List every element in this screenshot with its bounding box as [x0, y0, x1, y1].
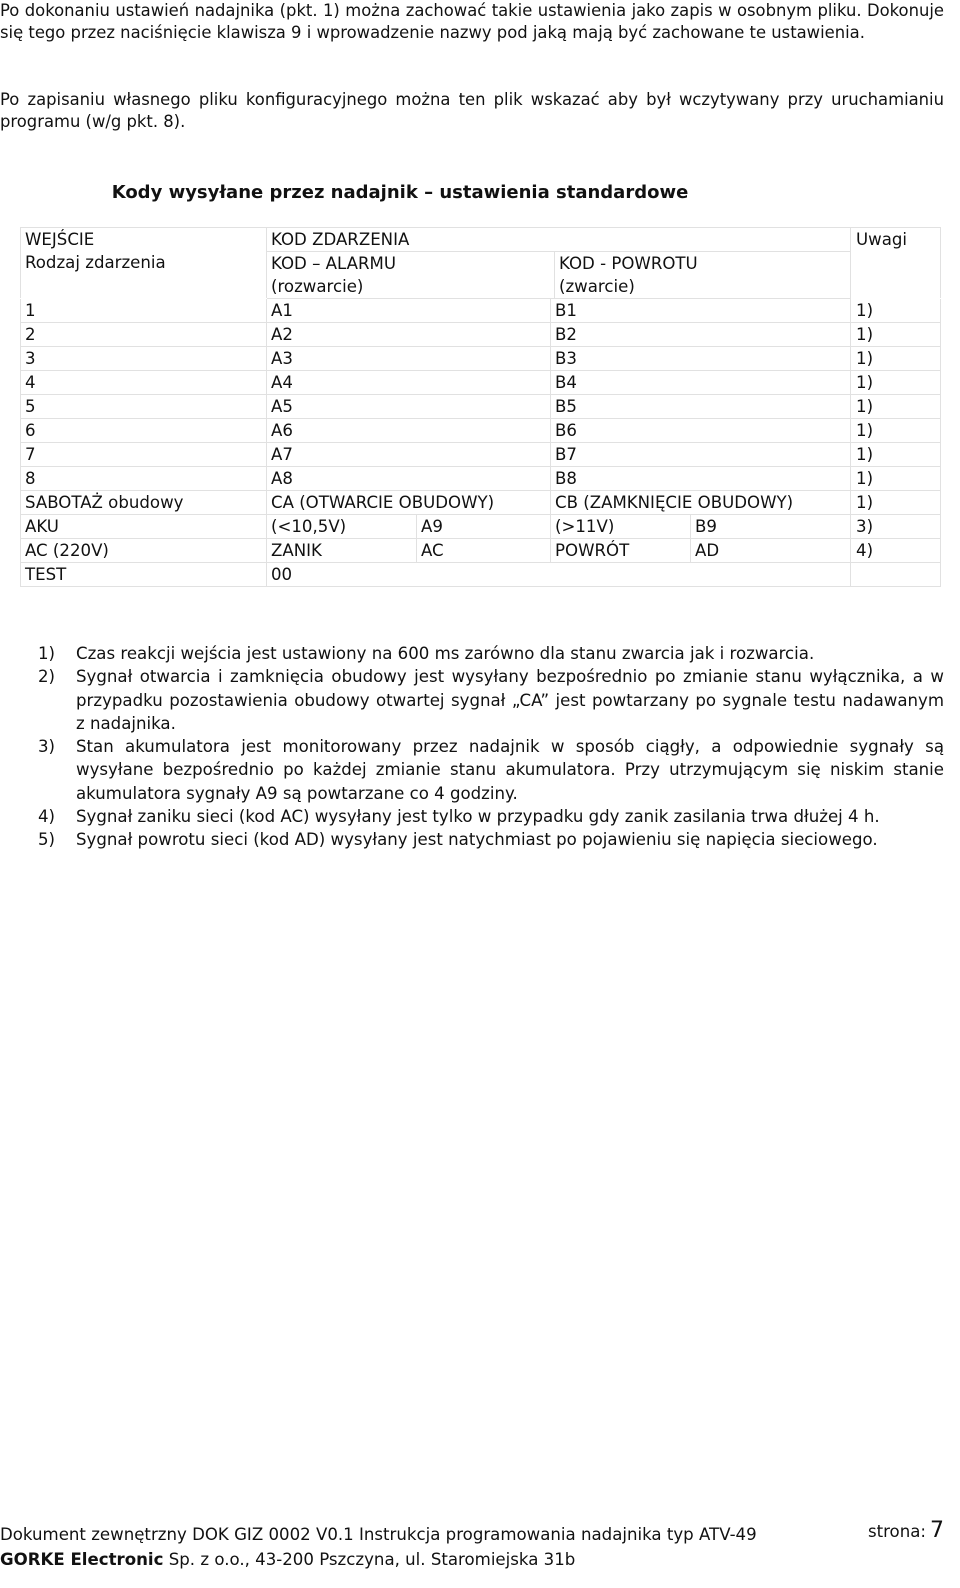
- note-number: 4): [38, 807, 56, 827]
- note-number: 1): [38, 644, 56, 663]
- list-item: [38, 828, 944, 851]
- section-heading: Kody wysyłane przez nadajnik – ustawienia standardowe: [111, 182, 689, 203]
- cell-wejscie: 6: [21, 419, 267, 443]
- footer-document-line: [0, 1518, 944, 1546]
- header-kod-zdarzenia: [267, 228, 851, 299]
- page-number-block: [868, 1520, 944, 1543]
- cell-alarm: A8: [267, 467, 551, 491]
- cell-wejscie: 8: [21, 467, 267, 491]
- notes-list: [38, 642, 944, 852]
- cell-powrot: B6: [551, 419, 851, 443]
- cell-alarm: 00: [267, 563, 851, 587]
- cell-alarm-opis: ZANIK: [267, 539, 417, 563]
- note-number: 3): [38, 737, 56, 757]
- list-item: [38, 735, 944, 805]
- cell-wejscie: 4: [21, 371, 267, 395]
- page-number: 7: [930, 1518, 944, 1543]
- table-row: [21, 467, 941, 491]
- footer-company-name: GORKE Electronic: [0, 1550, 164, 1569]
- cell-alarm: A2: [267, 323, 551, 347]
- cell-wejscie: 5: [21, 395, 267, 419]
- table-header-row: [21, 228, 941, 299]
- cell-alarm: A3: [267, 347, 551, 371]
- footer-document-text: Dokument zewnętrzny DOK GIZ 0002 V0.1 Instrukcja programowania nadajnika typ ATV-49: [0, 1525, 757, 1544]
- cell-powrot: B7: [551, 443, 851, 467]
- cell-alarm: A5: [267, 395, 551, 419]
- cell-alarm: A7: [267, 443, 551, 467]
- codes-table: [20, 227, 941, 587]
- cell-powrot: CB (ZAMKNIĘCIE OBUDOWY): [551, 491, 851, 515]
- cell-powrot: B4: [551, 371, 851, 395]
- table-row: [21, 395, 941, 419]
- cell-powrot-opis: (>11V): [551, 515, 691, 539]
- cell-uwagi: 1): [851, 347, 941, 371]
- cell-wejscie: 1: [21, 299, 267, 323]
- table-row: [21, 443, 941, 467]
- table-row: [21, 323, 941, 347]
- cell-powrot: B3: [551, 347, 851, 371]
- table-row: [21, 347, 941, 371]
- note-number: 2): [38, 667, 56, 687]
- table-row-ac: [21, 539, 941, 563]
- header-kod-powrotu: [555, 252, 698, 298]
- cell-wejscie: 7: [21, 443, 267, 467]
- note-text: Czas reakcji wejścia jest ustawiony na 600 ms zarówno dla stanu zwarcia jak i rozwarcia.: [76, 644, 815, 663]
- footer-address: Sp. z o.o., 43-200 Pszczyna, ul. Staromiejska 31b: [163, 1550, 576, 1569]
- cell-uwagi: 1): [851, 323, 941, 347]
- cell-alarm: CA (OTWARCIE OBUDOWY): [267, 491, 551, 515]
- note-text: Stan akumulatora jest monitorowany przez nadajnik w sposób ciągły, a odpowiednie sygnały są wysyłane bezpośrednio po każdej zmianie stanu akumulatora. Przy utrzymującym się niskim stanie akumulatora sygnały A9 są powtarzane co 4 godziny.: [76, 737, 944, 803]
- note-number: 5): [38, 830, 56, 850]
- cell-alarm: A1: [267, 299, 551, 323]
- page-label: strona:: [867, 1522, 926, 1541]
- header-rodzaj-label: Rodzaj zdarzenia: [25, 253, 166, 272]
- header-kod-powrotu-label: KOD - POWROTU: [559, 254, 698, 273]
- cell-alarm: A6: [267, 419, 551, 443]
- table-row: [21, 371, 941, 395]
- table-row-test: [21, 563, 941, 587]
- intro-paragraph-2: Po zapisaniu własnego pliku konfiguracyjnego można ten plik wskazać aby był wczytywany przy uruchamianiu programu (w/g pkt. 8).: [0, 90, 944, 131]
- cell-powrot-opis: POWRÓT: [551, 539, 691, 563]
- cell-alarm-opis: (<10,5V): [267, 515, 417, 539]
- note-text: Sygnał powrotu sieci (kod AD) wysyłany jest natychmiast po pojawieniu się napięcia sieciowego.: [76, 830, 878, 850]
- header-wejscie-label: WEJŚCIE: [25, 230, 95, 249]
- cell-wejscie: AKU: [21, 515, 267, 539]
- header-wejscie: [21, 228, 267, 299]
- cell-powrot: B2: [551, 323, 851, 347]
- header-zwarcie-label: (zwarcie): [559, 277, 635, 296]
- note-text: Sygnał zaniku sieci (kod AC) wysyłany jest tylko w przypadku gdy zanik zasilania trwa dłużej 4 h.: [76, 807, 880, 827]
- header-kod-alarmu-label: KOD – ALARMU: [271, 254, 396, 273]
- note-text: Sygnał otwarcia i zamknięcia obudowy jest wysyłany bezpośrednio po zmianie stanu wyłącznika, a w przypadku pozostawienia obudowy otwartej sygnał „CA” jest powtarzany po sygnale testu nadawanym z nadajnika.: [76, 667, 944, 733]
- cell-uwagi: 1): [851, 419, 941, 443]
- cell-powrot: B1: [551, 299, 851, 323]
- cell-uwagi: 1): [851, 371, 941, 395]
- cell-uwagi: 1): [851, 491, 941, 515]
- cell-uwagi: 1): [851, 395, 941, 419]
- table-row-sabotaz: [21, 491, 941, 515]
- footer-company-line: [0, 1549, 944, 1571]
- table-row-aku: [21, 515, 941, 539]
- list-item: [38, 805, 944, 828]
- header-kod-zdarzenia-label: KOD ZDARZENIA: [267, 228, 850, 252]
- header-kod-alarmu: [267, 252, 555, 298]
- table-row: [21, 299, 941, 323]
- cell-alarm-kod: A9: [417, 515, 551, 539]
- intro-paragraph-1: Po dokonaniu ustawień nadajnika (pkt. 1) można zachować takie ustawienia jako zapis w osobnym pliku. Dokonuje się tego przez naciśnięcie klawisza 9 i wprowadzenie nazwy pod jaką mają być zachowane te ustawienia.: [0, 1, 944, 42]
- header-uwagi: Uwagi: [851, 228, 941, 299]
- list-item: [38, 665, 944, 735]
- cell-powrot: B5: [551, 395, 851, 419]
- cell-uwagi: 1): [851, 467, 941, 491]
- cell-powrot-kod: B9: [691, 515, 851, 539]
- cell-uwagi: 1): [851, 299, 941, 323]
- list-item: [38, 642, 944, 665]
- cell-wejscie: 2: [21, 323, 267, 347]
- cell-uwagi: 4): [851, 539, 941, 563]
- cell-powrot: B8: [551, 467, 851, 491]
- cell-wejscie: SABOTAŻ obudowy: [21, 491, 267, 515]
- cell-powrot-kod: AD: [691, 539, 851, 563]
- cell-wejscie: AC (220V): [21, 539, 267, 563]
- cell-uwagi: 1): [851, 443, 941, 467]
- cell-wejscie: TEST: [21, 563, 267, 587]
- cell-alarm: A4: [267, 371, 551, 395]
- cell-uwagi: 3): [851, 515, 941, 539]
- cell-uwagi-empty: [851, 563, 941, 587]
- cell-wejscie: 3: [21, 347, 267, 371]
- cell-alarm-kod: AC: [417, 539, 551, 563]
- table-row: [21, 419, 941, 443]
- header-rozwarcie-label: (rozwarcie): [271, 277, 364, 296]
